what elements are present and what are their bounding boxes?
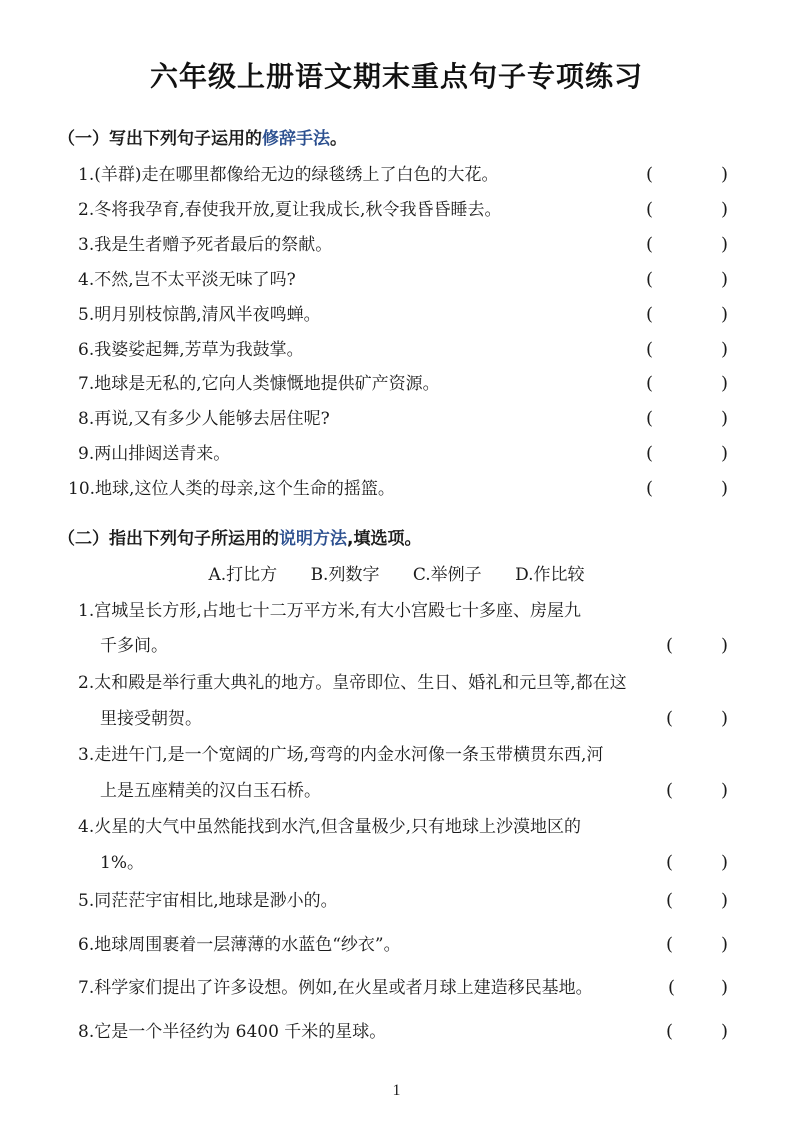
- question-text: 两山排闼送青来。: [94, 444, 231, 464]
- question-number: 5.: [78, 891, 95, 911]
- question-number: 5.: [78, 305, 95, 325]
- question-text: 上是五座精美的汉白玉石桥。: [100, 781, 321, 801]
- question-number: 2.: [78, 673, 95, 693]
- answer-blank-close[interactable]: ): [721, 890, 729, 911]
- question-row: [68, 476, 731, 502]
- answer-blank-close[interactable]: ): [721, 164, 729, 185]
- question-text: 它是一个半径约为 6400 千米的星球。: [94, 1022, 387, 1042]
- question-text: (羊群)走在哪里都像给无边的绿毯绣上了白色的大花。: [94, 165, 499, 185]
- question-row-continuation: [78, 850, 731, 876]
- answer-blank-open[interactable]: (: [646, 234, 654, 255]
- answer-blank-close[interactable]: ): [721, 977, 729, 998]
- question-number: 6.: [78, 340, 95, 360]
- question-row: [78, 232, 731, 258]
- section-1-heading: [58, 124, 347, 149]
- question-number: 6.: [78, 935, 95, 955]
- answer-blank-close[interactable]: ): [721, 635, 729, 656]
- question-text: 科学家们提出了许多设想。例如,在火星或者月球上建造移民基地。: [94, 978, 593, 998]
- answer-blank-open[interactable]: (: [666, 890, 674, 911]
- question-number: 10.: [68, 479, 96, 499]
- answer-blank-open[interactable]: (: [646, 443, 654, 464]
- question-row-continuation: [78, 633, 731, 659]
- answer-blank-open[interactable]: (: [646, 164, 654, 185]
- question-text: 我是生者赠予死者最后的祭献。: [94, 235, 333, 255]
- answer-blank-close[interactable]: ): [721, 852, 729, 873]
- answer-blank-open[interactable]: (: [668, 977, 676, 998]
- question-number: 8.: [78, 409, 95, 429]
- question-row: [78, 670, 731, 696]
- question-row-continuation: [78, 706, 731, 732]
- option-c: C.举例子: [412, 565, 482, 585]
- answer-blank-open[interactable]: (: [646, 304, 654, 325]
- option-b: B.列数字: [310, 565, 380, 585]
- question-text: 火星的大气中虽然能找到水汽,但含量极少,只有地球上沙漠地区的: [94, 817, 582, 837]
- question-number: 9.: [78, 444, 95, 464]
- page-title: 六年级上册语文期末重点句子专项练习: [149, 60, 643, 93]
- question-number: 7.: [78, 374, 95, 394]
- question-row: [78, 267, 731, 293]
- question-number: 8.: [78, 1022, 95, 1042]
- answer-blank-close[interactable]: ): [721, 443, 729, 464]
- section-2-heading-prefix: （二）指出下列句子所运用的: [58, 529, 279, 549]
- question-row: [78, 598, 731, 624]
- question-row: [78, 888, 731, 914]
- page-number: 1: [392, 1082, 401, 1099]
- answer-options: [0, 560, 793, 585]
- answer-blank-close[interactable]: ): [721, 934, 729, 955]
- question-row: [78, 162, 731, 188]
- question-text: 再说,又有多少人能够去居住呢?: [94, 409, 330, 429]
- question-text: 宫城呈长方形,占地七十二万平方米,有大小宫殿七十多座、房屋九: [94, 601, 582, 621]
- section-2-heading: [58, 524, 421, 549]
- question-text: 同茫茫宇宙相比,地球是渺小的。: [94, 891, 338, 911]
- question-text: 冬将我孕育,春使我开放,夏让我成长,秋令我昏昏睡去。: [94, 200, 502, 220]
- question-text: 我婆娑起舞,芳草为我鼓掌。: [94, 340, 304, 360]
- answer-blank-open[interactable]: (: [646, 478, 654, 499]
- answer-blank-open[interactable]: (: [646, 199, 654, 220]
- question-row-continuation: [78, 778, 731, 804]
- answer-blank-open[interactable]: (: [646, 339, 654, 360]
- question-row: [78, 814, 731, 840]
- answer-blank-open[interactable]: (: [666, 780, 674, 801]
- answer-blank-open[interactable]: (: [666, 1021, 674, 1042]
- question-text: 不然,岂不太平淡无味了吗?: [94, 270, 296, 290]
- answer-blank-close[interactable]: ): [721, 708, 729, 729]
- question-text: 千多间。: [100, 636, 168, 656]
- answer-blank-close[interactable]: ): [721, 373, 729, 394]
- answer-blank-close[interactable]: ): [721, 339, 729, 360]
- answer-blank-close[interactable]: ): [721, 408, 729, 429]
- question-text: 太和殿是举行重大典礼的地方。皇帝即位、生日、婚礼和元旦等,都在这: [94, 673, 627, 693]
- answer-blank-close[interactable]: ): [721, 269, 729, 290]
- answer-blank-open[interactable]: (: [666, 708, 674, 729]
- question-number: 1.: [78, 601, 95, 621]
- answer-blank-open[interactable]: (: [646, 269, 654, 290]
- option-d: D.作比较: [515, 565, 585, 585]
- question-row: [78, 975, 731, 1001]
- question-text: 走进午门,是一个宽阔的广场,弯弯的内金水河像一条玉带横贯东西,河: [94, 745, 604, 765]
- section-1-heading-highlight: 修辞手法: [262, 129, 330, 149]
- question-number: 2.: [78, 200, 95, 220]
- answer-blank-close[interactable]: ): [721, 1021, 729, 1042]
- question-text: 地球,这位人类的母亲,这个生命的摇篮。: [95, 479, 395, 499]
- question-text: 里接受朝贺。: [100, 709, 202, 729]
- question-number: 3.: [78, 235, 95, 255]
- question-number: 7.: [78, 978, 95, 998]
- answer-blank-open[interactable]: (: [666, 635, 674, 656]
- answer-blank-close[interactable]: ): [721, 234, 729, 255]
- question-row: [78, 1019, 731, 1045]
- question-text: 明月别枝惊鹊,清风半夜鸣蝉。: [94, 305, 321, 325]
- answer-blank-open[interactable]: (: [666, 852, 674, 873]
- question-row: [78, 337, 731, 363]
- question-text: 1%。: [100, 853, 144, 873]
- answer-blank-close[interactable]: ): [721, 478, 729, 499]
- answer-blank-open[interactable]: (: [646, 373, 654, 394]
- section-1-heading-prefix: （一）写出下列句子运用的: [58, 129, 262, 149]
- answer-blank-close[interactable]: ): [721, 199, 729, 220]
- answer-blank-close[interactable]: ): [721, 304, 729, 325]
- question-row: [78, 742, 731, 768]
- option-a: A.打比方: [208, 565, 278, 585]
- question-row: [78, 197, 731, 223]
- question-text: 地球周围裹着一层薄薄的水蓝色“纱衣”。: [94, 935, 401, 955]
- question-number: 4.: [78, 270, 95, 290]
- question-text: 地球是无私的,它向人类慷慨地提供矿产资源。: [94, 374, 440, 394]
- section-2-heading-highlight: 说明方法: [279, 529, 347, 549]
- section-2-heading-suffix: ,填选项。: [347, 529, 422, 549]
- question-number: 3.: [78, 745, 95, 765]
- section-1-heading-suffix: 。: [330, 129, 347, 149]
- question-row: [78, 302, 731, 328]
- question-row: [78, 932, 731, 958]
- question-row: [78, 406, 731, 432]
- answer-blank-open[interactable]: (: [646, 408, 654, 429]
- answer-blank-open[interactable]: (: [666, 934, 674, 955]
- question-number: 4.: [78, 817, 95, 837]
- question-row: [78, 441, 731, 467]
- question-number: 1.: [78, 165, 95, 185]
- answer-blank-close[interactable]: ): [721, 780, 729, 801]
- question-row: [78, 371, 731, 397]
